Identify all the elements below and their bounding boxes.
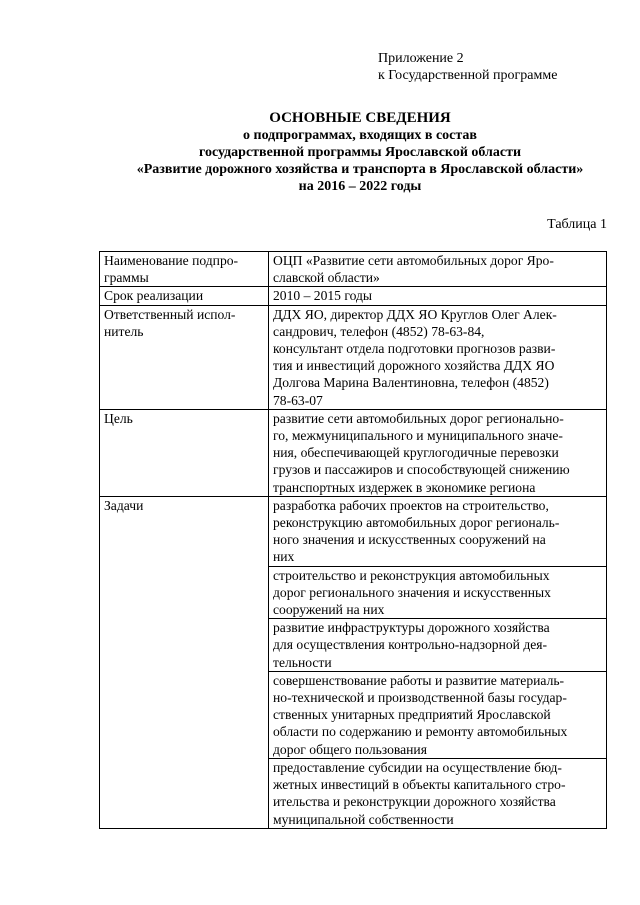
row-value-goal: развитие сети автомобильных дорог регионально- го, межмуниципального и муниципального значе- ния, обеспечивающей круглогодичные перевозки грузов и пассажиров и способствующей снижению транспортных издержек в экономике региона — [269, 409, 607, 496]
heading-line-4: на 2016 – 2022 годы — [298, 179, 422, 194]
task-4: совершенствование работы и развитие материаль- но-технической и производственной базы государ- ственных унитарных предприятий Ярославской области по содержанию и ремонту автомобильных дорог общего пользования — [269, 671, 607, 758]
heading-line-3: «Развитие дорожного хозяйства и транспорта в Ярославской области» — [136, 162, 584, 177]
table-row-term — [100, 287, 607, 305]
table-row-name — [100, 252, 607, 287]
task-5: предоставление субсидии на осуществление бюд- жетных инвестиций в объекты капитального стро- ительства и реконструкции дорожного хозяйства муниципальной собственности — [269, 758, 607, 828]
row-label-name: Наименование подпро- граммы — [100, 252, 269, 287]
row-value-executor: ДДХ ЯО, директор ДДХ ЯО Круглов Олег Алек- сандрович, телефон (4852) 78-63-84, консультант отдела подготовки прогнозов разви- тия и инвестиций дорожного хозяйства ДДХ ЯО Долгова Марина Валентиновна, телефон (4852) 78-63-07 — [269, 305, 607, 409]
task-3: развитие инфраструктуры дорожного хозяйства для осуществления контрольно-надзорной дея- тельности — [269, 619, 607, 672]
row-label-term: Срок реализации — [100, 287, 269, 305]
appendix-line-2: к Государственной программе — [378, 68, 558, 83]
table-number: Таблица 1 — [547, 217, 607, 232]
task-1: разработка рабочих проектов на строительство, реконструкцию автомобильных дорог региональ- ного значения и искусственных сооружений на них — [269, 496, 607, 566]
table-row-goal — [100, 409, 607, 496]
subprogram-table — [99, 251, 607, 829]
document-heading — [100, 110, 620, 195]
table-row-executor — [100, 305, 607, 409]
appendix-line-1: Приложение 2 — [378, 51, 464, 66]
heading-line-1: о подпрограммах, входящих в состав — [243, 128, 477, 143]
row-value-term: 2010 – 2015 годы — [269, 287, 607, 305]
row-value-name: ОЦП «Развитие сети автомобильных дорог Яро- славской области» — [269, 252, 607, 287]
row-label-goal: Цель — [100, 409, 269, 496]
row-label-executor: Ответственный испол- нитель — [100, 305, 269, 409]
document-title: ОСНОВНЫЕ СВЕДЕНИЯ — [269, 110, 451, 126]
appendix-reference — [378, 50, 557, 84]
table-row-task-1 — [100, 496, 607, 566]
heading-line-2: государственной программы Ярославской области — [198, 145, 522, 160]
task-2: строительство и реконструкция автомобильных дорог регионального значения и искусственных сооружений на них — [269, 566, 607, 619]
row-label-tasks: Задачи — [100, 496, 269, 828]
